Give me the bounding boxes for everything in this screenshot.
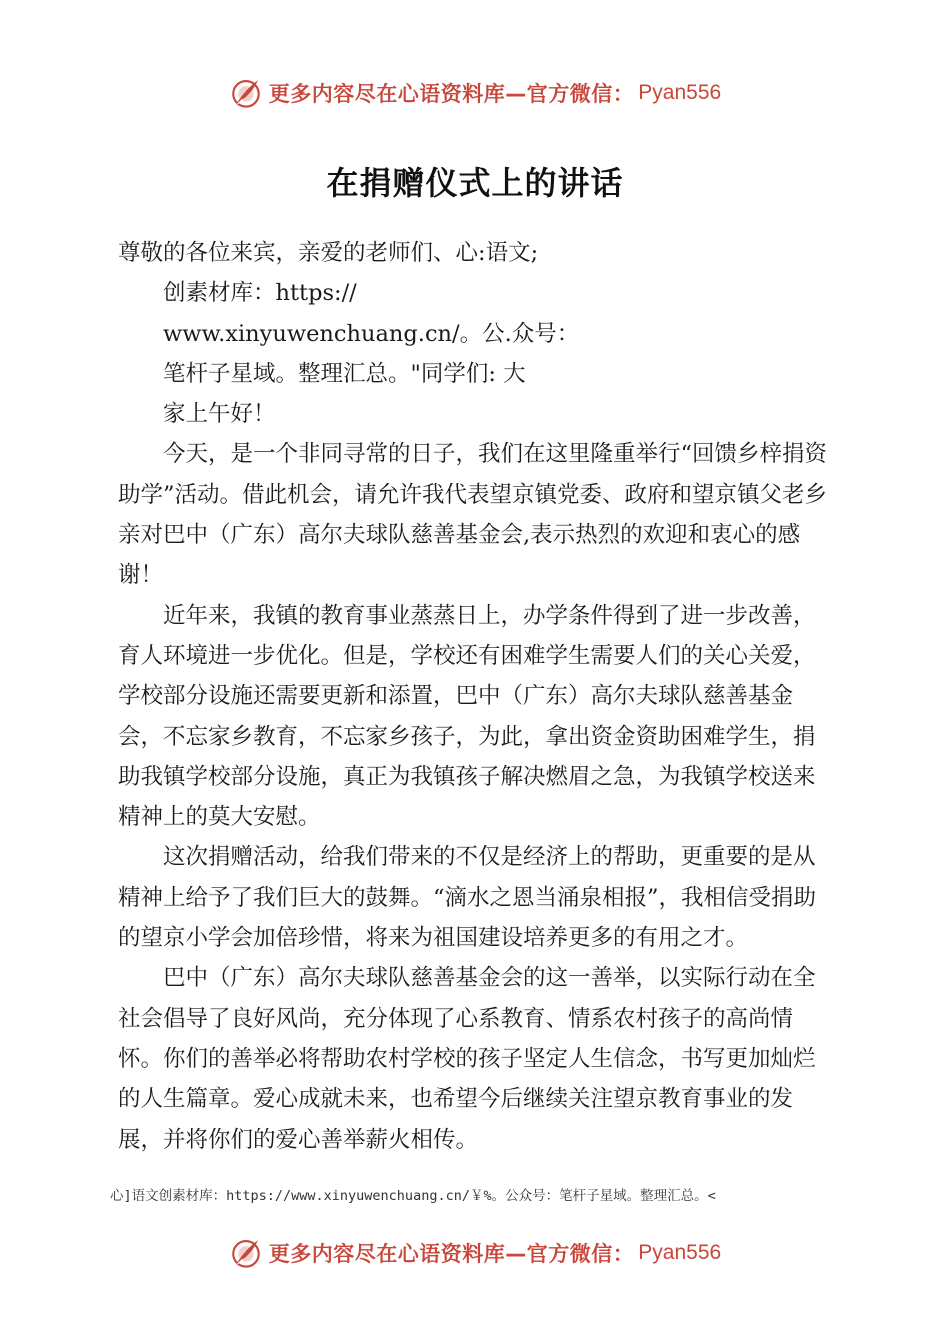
paragraph: 巴中（广东）高尔夫球队慈善基金会的这一善举，以实际行动在全社会倡导了良好风尚，充分体现了心系教育、情系农村孩子的高尚情怀。你们的善举必将帮助农村学校的孩子坚定人生信念，书写更加灿烂的人生篇章。爱心成就未来，也希望今后继续关注望京教育事业的发展，并将你们的爱心善举薪火相传。 [118,965,816,1153]
footer-banner [0,1228,950,1278]
paragraph: 今天，是一个非同寻常的日子，我们在这里隆重举行“回馈乡梓捐资助学”活动。借此机会，请允许我代表望京镇党委、政府和望京镇父老乡亲对巴中（广东）高尔夫球队慈善基金会,表示热烈的欢迎和衷心的感谢！ [118,441,828,589]
wechat-id: Pyan556 [638,81,722,104]
banner-text: 更多内容尽在心语资料库—官方微信： [268,82,635,106]
intro-block [118,273,834,434]
wechat-id: Pyan556 [638,1241,722,1264]
header-banner [0,68,950,118]
intro-line: 创素材库：https:// [163,280,357,307]
paragraph: 近年来，我镇的教育事业蒸蒸日上，办学条件得到了进一步改善，育人环境进一步优化。但是，学校还有困难学生需要人们的关心关爱，学校部分设施还需要更新和添置，巴中（广东）高尔夫球队慈善基金会，不忘家乡教育，不忘家乡孩子，为此，拿出资金资助困难学生，捐助我镇学校部分设施，真正为我镇孩子解决燃眉之急，为我镇学校送来精神上的莫大安慰。 [118,602,816,831]
greeting: 尊敬的各位来宾，亲爱的老师们、心:语文; [118,240,539,266]
intro-line: 笔杆子星域。整理汇总。"同学们: 大 [163,360,526,387]
banner-text: 更多内容尽在心语资料库—官方微信： [268,1242,635,1266]
paragraph: 这次捐赠活动，给我们带来的不仅是经济上的帮助，更重要的是从精神上给予了我们巨大的鼓舞。“滴水之恩当涌泉相报”，我相信受捐助的望京小学会加倍珍惜，将来为祖国建设培养更多的有用之才。 [118,844,817,952]
quill-logo-icon [229,76,263,110]
footnote: 心]语文创素材库：https://www.xinyuwenchuang.cn/￥%。公众号：笔杆子星域。整理汇总。< [110,1188,716,1204]
quill-logo-icon [229,1236,263,1270]
page-title: 在捐赠仪式上的讲话 [326,164,624,202]
intro-line: www.xinyuwenchuang.cn/。公.众号： [163,320,580,347]
speech-body [118,233,834,1160]
intro-line: 家上午好！ [163,401,276,428]
